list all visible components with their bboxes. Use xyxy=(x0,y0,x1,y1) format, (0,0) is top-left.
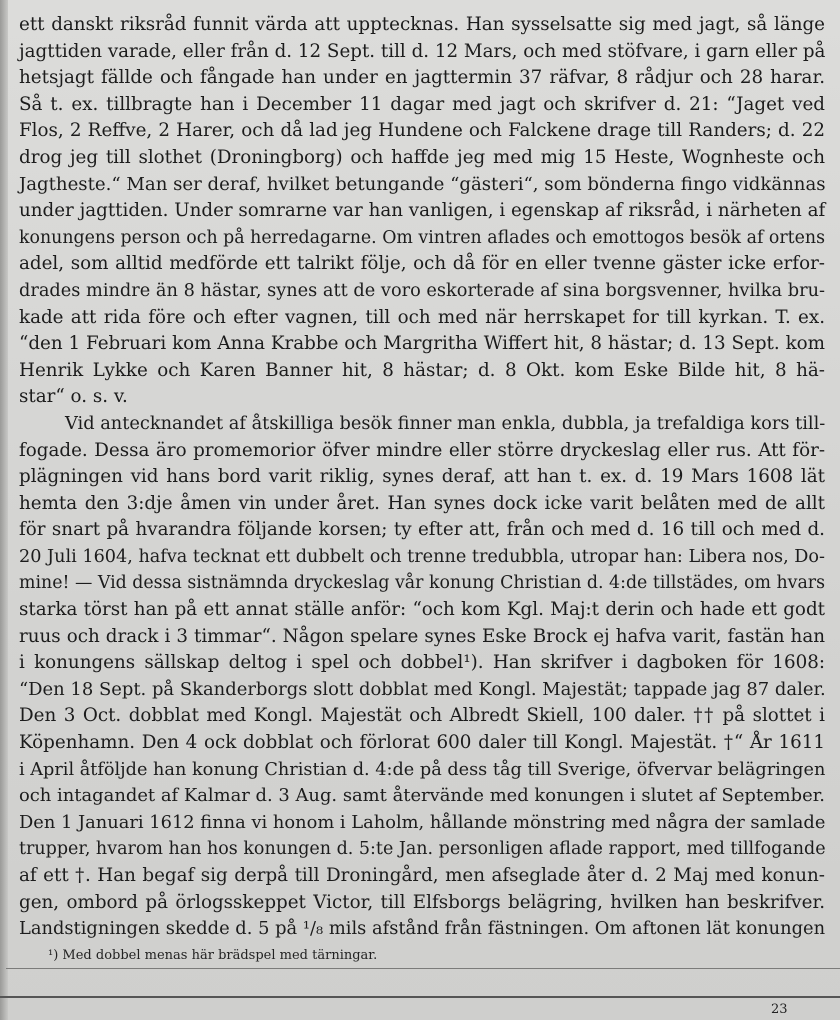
text-line: plägningen vid hans bord varit riklig, synes deraf, att han t. ex. d. 19 Mars 1608 lät xyxy=(19,466,825,488)
text-line: för snart på hvarandra följande korsen; ty efter att, från och med d. 16 till och med d. xyxy=(19,519,825,541)
text-line: af ett †. Han begaf sig derpå till Droningård, men afseglade åter d. 2 Maj med konun- xyxy=(19,865,825,886)
page-number: 23 xyxy=(771,1002,788,1017)
text-line: drades mindre än 8 hästar, synes att de voro eskorterade af sina borgsvenner, hvilka bru- xyxy=(19,280,825,301)
text-line: Henrik Lykke och Karen Banner hit, 8 hästar; d. 8 Okt. kom Eske Bilde hit, 8 hä- xyxy=(19,359,825,381)
text-line: i konungens sällskap deltog i spel och dobbel¹). Han skrifver i dagboken för 1608: xyxy=(19,652,825,674)
text-line: trupper, hvarom han hos konungen d. 5:te Jan. personligen aflade rapport, med tillfogande xyxy=(19,839,826,860)
text-line: mine! — Vid dessa sistnämnda dryckeslag vår konung Christian d. 4:de tillstädes, om hvars xyxy=(19,573,826,594)
text-line: 20 Juli 1604, hafva tecknat ett dubbelt och trenne tredubbla, utropar han: Libera nos, Do- xyxy=(19,546,825,567)
text-line: starka törst han på ett annat ställe anför: “och kom Kgl. Maj:t derin och hade ett godt xyxy=(19,599,825,621)
paragraph-start-line: Vid antecknandet af åtskilliga besök finner man enkla, dubbla, ja trefaldiga kors till- xyxy=(65,412,826,434)
page-fold-shadow xyxy=(0,0,8,1020)
text-line: star“ o. s. v. xyxy=(19,386,128,408)
footnote-divider xyxy=(6,968,840,969)
page-bottom-rule xyxy=(0,996,840,998)
text-line: “Den 18 Sept. på Skanderborgs slott dobblat med Kongl. Majestät; tappade jag 87 daler. xyxy=(19,678,826,700)
text-line: gen, ombord på örlogsskeppet Victor, till Elfsborgs belägring, hvilken han beskrifver. xyxy=(19,891,825,913)
text-line: Den 3 Oct. dobblat med Kongl. Majestät och Albredt Skiell, 100 daler. †† på slottet i xyxy=(19,705,825,727)
text-line: hetsjagt fällde och fångade han under en jagttermin 37 räfvar, 8 rådjur och 28 harar. xyxy=(19,67,825,89)
text-line: drog jeg till slothet (Droningborg) och haffde jeg med mig 15 Heste, Wognheste och xyxy=(19,146,825,168)
text-line: under jagttiden. Under somrarne var han vanligen, i egenskap af riksråd, i närheten af xyxy=(19,200,826,222)
text-line: adel, som alltid medförde ett talrikt följe, och då för en eller tvenne gäster icke erfor- xyxy=(19,253,825,275)
text-line: Landstigningen skedde d. 5 på ¹/₈ mils afstånd från fästningen. Om aftonen lät konungen xyxy=(19,918,826,940)
text-line: ett danskt riksråd funnit värda att upptecknas. Han sysselsatte sig med jagt, så länge xyxy=(19,14,825,35)
text-line: och intagandet af Kalmar d. 3 Aug. samt återvände med konungen i slutet af September. xyxy=(19,785,825,807)
text-line: Flos, 2 Reffve, 2 Harer, och då lad jeg Hundene och Falckene drage till Randers; d. 22 xyxy=(19,120,825,142)
text-line: jagttiden varade, eller från d. 12 Sept. till d. 12 Mars, och med stöfvare, i garn eller på xyxy=(19,40,826,62)
text-line: kade att rida före och efter vagnen, till och med när herrskapet for till kyrkan. T. ex. xyxy=(19,306,825,328)
footnote: ¹) Med dobbel menas här brädspel med tärningar. xyxy=(48,948,378,963)
body-text xyxy=(19,12,825,943)
text-line: Köpenhamn. Den 4 ock dobblat och förlorat 600 daler till Kongl. Majestät. †“ År 1611 xyxy=(19,732,825,754)
text-line: “den 1 Februari kom Anna Krabbe och Margritha Wiffert hit, 8 hästar; d. 13 Sept. kom xyxy=(19,333,825,355)
text-line: i April åtföljde han konung Christian d. 4:de på dess tåg till Sverige, öfvervar belägringen xyxy=(19,759,826,780)
text-line: hemta den 3:dje åmen vin under året. Han synes dock icke varit belåten med de allt xyxy=(19,492,825,514)
text-line: Så t. ex. tillbragte han i December 11 dagar med jagt och skrifver d. 21: “Jaget ved xyxy=(19,93,825,115)
text-line: Den 1 Januari 1612 finna vi honom i Laholm, hållande mönstring med några der samlade xyxy=(19,811,826,833)
text-line: konungens person och på herredagarne. Om vintren aflades och emottogos besök af ortens xyxy=(19,227,825,248)
text-line: Jagtheste.“ Man ser deraf, hvilket betungande “gästeri“, som bönderna fingo vidkännas xyxy=(19,173,826,195)
text-line: ruus och drack i 3 timmar“. Någon spelare synes Eske Brock ej hafva varit, fastän han xyxy=(19,625,825,647)
text-line: fogade. Dessa äro promemorior öfver mindre eller större dryckeslag eller rus. Att för- xyxy=(19,439,825,461)
